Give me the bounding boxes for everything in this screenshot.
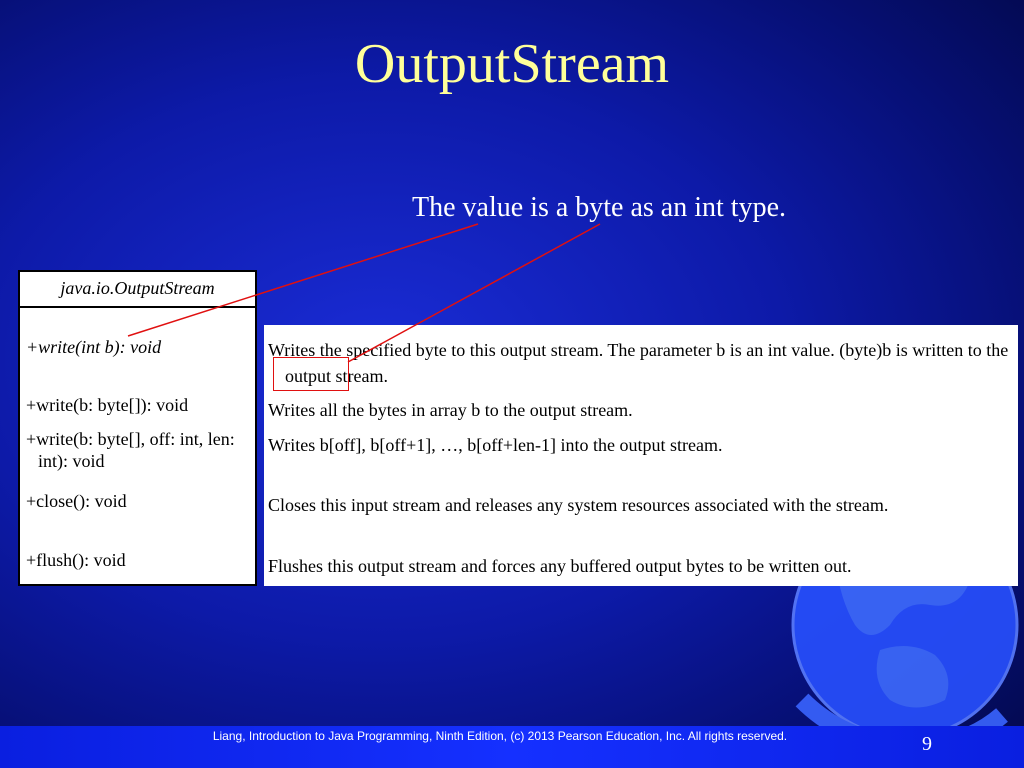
description-close: Closes this input stream and releases any system resources associated with the stream. [268,495,889,515]
footer-copyright: Liang, Introduction to Java Programming, Ninth Edition, (c) 2013 Pearson Education, Inc. All rights reserved. [212,729,788,743]
page-number: 9 [922,733,932,755]
uml-method-write-array-offset: +write(b: byte[], off: int, len: int): void [26,429,235,471]
description-flush: Flushes this output stream and forces any buffered output bytes to be written out. [268,556,852,576]
uml-class-name: java.io.OutputStream [20,272,255,308]
annotation-text: The value is a byte as an int type. [412,192,786,223]
connector-line-to-cast [348,224,600,362]
description-write-int: Writes the specified byte to this output stream. The parameter b is an int value. (byte)b is written to the output stream. [268,340,1009,386]
uml-method-flush: +flush(): void [26,550,126,570]
uml-method-write-int: +write(int b): void [26,337,162,357]
description-write-array: Writes all the bytes in array b to the output stream. [268,400,633,420]
description-write-array-offset: Writes b[off], b[off+1], …, b[off+len-1] into the output stream. [268,435,723,455]
slide-title: OutputStream [354,33,670,95]
uml-method-write-array: +write(b: byte[]): void [26,395,189,415]
uml-method-close: +close(): void [26,491,127,511]
